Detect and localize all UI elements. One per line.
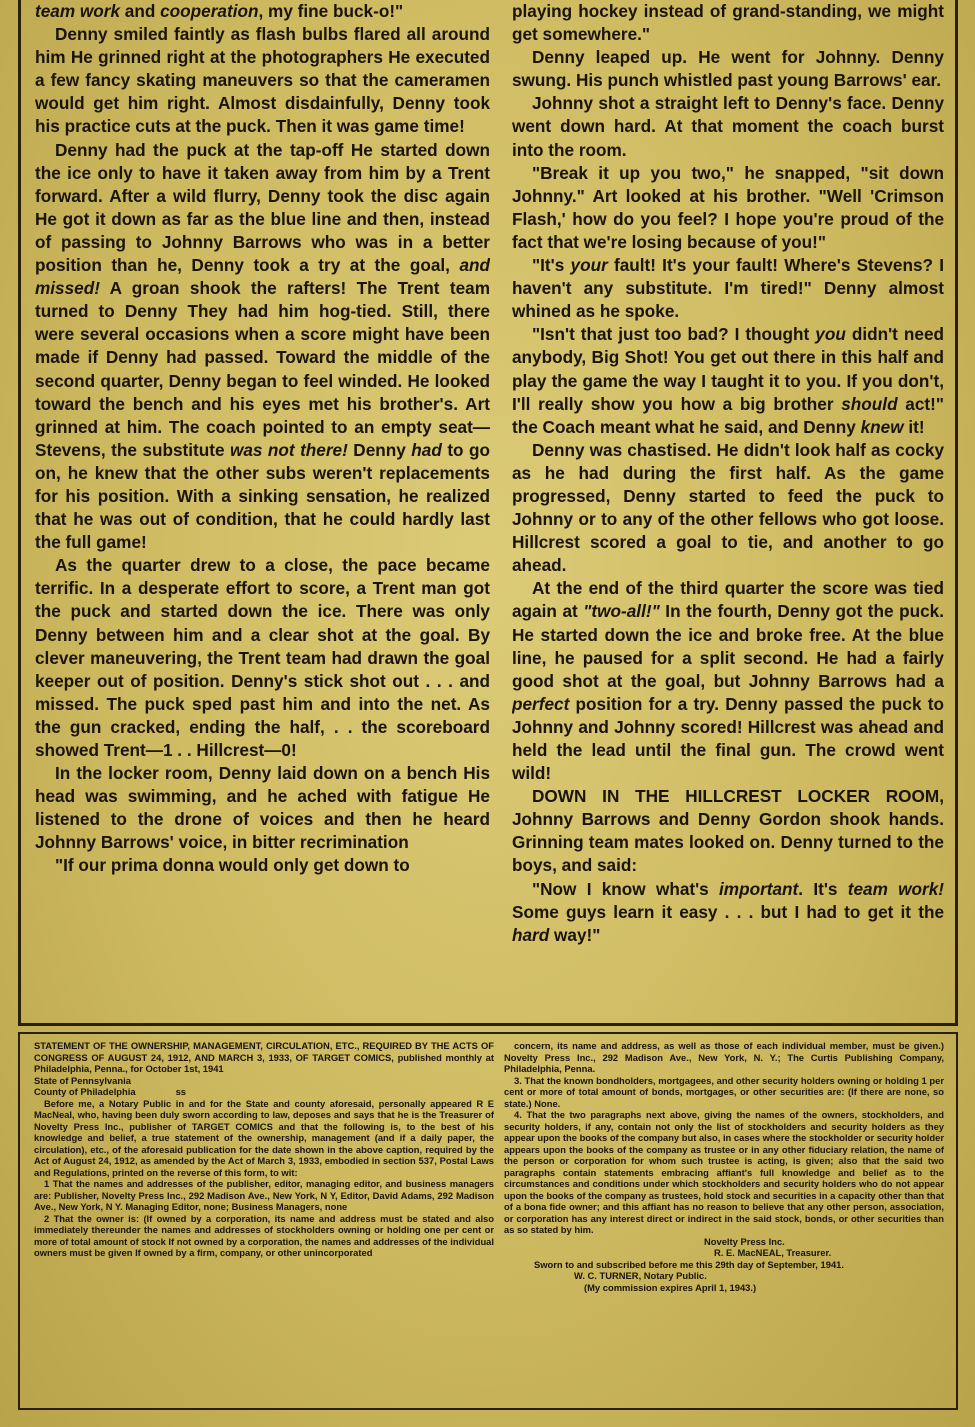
- ownership-statement-box: [18, 1032, 958, 1410]
- story-paragraph: Denny leaped up. He went for Johnny. Denny swung. His punch whistled past young Barrows' ear.: [512, 47, 944, 91]
- statement-column-left: [34, 1040, 494, 1406]
- story-paragraph: Denny smiled faintly as flash bulbs flared all around him He grinned right at the photographers He executed a few fancy skating maneuvers so that the cameramen would get him right. Almost disdainfully, Denny took his practice cuts at the puck. Then it was game time!: [35, 24, 490, 137]
- notary-name: W. C. TURNER, Notary Public.: [574, 1270, 707, 1281]
- story-paragraph: DOWN IN THE HILLCREST LOCKER ROOM, Johnny Barrows and Denny Gordon shook hands. Grinning team mates looked on. Denny turned to the boys, and said:: [512, 786, 944, 876]
- story-paragraph: "It's your fault! It's your fault! Where's Stevens? I haven't any substitute. I'm tired!" Denny almost whined as he spoke.: [512, 255, 944, 322]
- story-paragraph: At the end of the third quarter the score was tied again at "two-all!" In the fourth, Denny got the puck. He started down the ice and broke free. At the blue line, he paused for a split second. He had a fairly good shot at the goal, but Johnny Barrows had a perfect position for a try. Denny passed the puck to Johnny and Johnny scored! Hillcrest was ahead and held the lead until the final gun. The crowd went wild!: [512, 578, 944, 784]
- statement-column-right: [504, 1040, 944, 1406]
- story-paragraph: "If our prima donna would only get down to: [55, 855, 410, 876]
- story-paragraph: team work and cooperation, my fine buck-o!": [35, 1, 404, 21]
- statement-right-paragraphs: [504, 1040, 944, 1236]
- story-paragraph: "Now I know what's important. It's team work! Some guys learn it easy . . . but I had to get it the hard way!": [512, 878, 944, 945]
- statement-paragraph: Before me, a Notary Public in and for the State and county aforesaid, personally appeared R E MacNeal, who, having been duly sworn according to law, deposes and says that he is the Treasurer of Novelty Press Inc., publisher of TARGET COMICS and that the following is, to the best of his knowledge and belief, a true statement of the ownership, management (and if a daily paper, the circulation), etc., of the aforesaid publication for the date shown in the above caption, required by the Act of August 24, 1912, as amended by the Act of March 3, 1933, embodied in section 537, Postal Laws and Regulations, printed on the reverse of this form, to wit:: [34, 1097, 494, 1178]
- story-paragraph: In the locker room, Denny laid down on a bench His head was swimming, and he ached with fatigue He listened to the drone of voices and then he heard Johnny Barrows' voice, in bitter recrimination: [35, 763, 490, 853]
- story-paragraph: "Isn't that just too bad? I thought you didn't need anybody, Big Shot! You get out there in this half and play the game the way I taught it to you. If you don't, I'll really show you how a big brother should act!" the Coach meant what he said, and Denny knew it!: [512, 324, 944, 437]
- statement-paragraph: 3. That the known bondholders, mortgagees, and other security holders owning or holding 1 per cent or more of total amount of bonds, mortgages, or other securities are: (If there are none, so state.) None.: [504, 1074, 944, 1109]
- state-line: State of Pennsylvania: [34, 1074, 131, 1086]
- statement-paragraph: concern, its name and address, as well as those of each individual member, must be given.) Novelty Press Inc., 292 Madison Ave., New York, N. Y.; The Curtis Publishing Company, Philadelphia, Penna.: [504, 1040, 944, 1074]
- story-paragraph: playing hockey instead of grand-standing, we might get somewhere.": [512, 1, 944, 45]
- county-line: County of Philadelphia ss: [34, 1086, 187, 1097]
- statement-paragraph: 4. That the two paragraphs next above, giving the names of the owners, stockholders, and security holders, if any, contain not only the list of stockholders and security holders as they appear upon the books of the company but also, in cases where the stockholder or security holder appears upon the books of the company as trustee or in any other fiduciary relation, the name of the person or corporation for whom such trustee is acting, is given; also that the said two paragraphs contain statements embracing affiant's full knowledge and belief as to the circumstances and conditions under which stockholders and security holders who do not appear upon the books of the company as trustees, hold stock and securities in a capacity other than that of a bona fide owner; and this affiant has no reason to believe that any other person, association, or corporation has any interest direct or indirect in the said stock, bonds, or other securities than as so stated by him.: [504, 1109, 944, 1235]
- story-paragraph: Denny had the puck at the tap-off He started down the ice only to have it taken away from him by a Trent forward. After a wild flurry, Denny took the disc again He got it down as far as the blue line and then, instead of passing to Johnny Barrows who was in a better position than he, Denny took a try at the goal, and missed! A groan shook the rafters! The Trent team turned to Denny They had him hog-tied. Still, there were several occasions when a score might have been made if Denny had passed. Toward the middle of the second quarter, Denny began to feel winded. He looked toward the bench and his eyes met his brother's. Art grinned at him. The coach pointed to an empty seat—Stevens, the substitute was not there! Denny had to go on, he knew that the other subs weren't replacements for his position. With a sinking sensation, he realized that he was out of condition, that he could hardly last the full game!: [35, 139, 490, 553]
- signature-name: R. E. MacNEAL, Treasurer.: [714, 1247, 832, 1258]
- story-paragraph: As the quarter drew to a close, the pace became terrific. In a desperate effort to score, a Trent man got the puck and started down the ice. There was only Denny between him and a clear shot at the goal. By clever maneuvering, the Trent team had drawn the goal keeper out of position. Denny's stick shot out . . . and missed. The puck sped past him and into the net. As the gun cracked, ending the half, . . the scoreboard showed Trent—1 . . Hillcrest—0!: [35, 555, 490, 760]
- story-text-box: [18, 0, 958, 1026]
- story-paragraph: Johnny shot a straight left to Denny's face. Denny went down hard. At that moment the coach burst into the room.: [512, 93, 944, 160]
- statement-paragraph: 1 That the names and addresses of the publisher, editor, managing editor, and business managers are: Publisher, Novelty Press Inc., 292 Madison Ave., New York, N Y, Editor, David Adams, 292 Madison Ave., New York, N Y. Managing Editor, none; Business Managers, none: [34, 1178, 494, 1212]
- signature-company: Novelty Press Inc.: [704, 1235, 785, 1247]
- story-column-right: [512, 0, 944, 1020]
- statement-paragraph: 2 That the owner is: (If owned by a corporation, its name and address must be stated and also immediately thereunder the names and addresses of stockholders owning or holding one per cent or more of total amount of stock If not owned by a corporation, the names and addresses of the individual owners must be given If owned by a firm, company, or other unincorporated: [34, 1212, 494, 1258]
- commission-note: (My commission expires April 1, 1943.): [584, 1281, 757, 1293]
- statement-left-paragraphs: [34, 1098, 494, 1259]
- story-paragraph: "Break it up you two," he snapped, "sit down Johnny." Art looked at his brother. "Well 'Crimson Flash,' how do you feel? I hope you're proud of the fact that we're losing because of you!": [512, 162, 944, 252]
- sworn-line: Sworn to and subscribed before me this 29th day of September, 1941.: [534, 1258, 844, 1270]
- story-column-left: [35, 0, 490, 1020]
- story-paragraph: Denny was chastised. He didn't look half as cocky as he had during the first half. As the game progressed, Denny started to feed the puck to Johnny or to any of the other fellows who got loose. Hillcrest scored a goal to tie, and another to go ahead.: [512, 439, 944, 576]
- statement-heading: STATEMENT OF THE OWNERSHIP, MANAGEMENT, CIRCULATION, ETC., REQUIRED BY THE ACTS OF CONGRESS OF AUGUST 24, 1912, AND MARCH 3, 1933, OF TARGET COMICS, published monthly at Philadelphia, Penna., for October 1st, 1941: [34, 1040, 494, 1074]
